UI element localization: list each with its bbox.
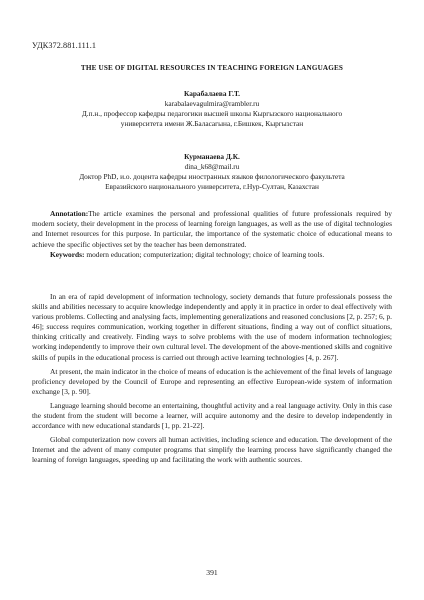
udc-code: УДК372.881.111.1 (32, 41, 97, 50)
article-title: THE USE OF DIGITAL RESOURCES IN TEACHING FOREIGN LANGUAGES (80, 64, 344, 72)
author-affiliation: Д.п.н., профессор кафедры педагогики высшей школы Кыргызского национального (81, 109, 343, 118)
keywords-text: modern education; computerization; digital technology; choice of learning tools. (86, 249, 325, 259)
author-affiliation: Доктор PhD, и.о. доцента кафедры иностранных языков филологического факультета (79, 172, 345, 181)
author-name: Курманаева Д.К. (184, 152, 240, 161)
annotation-paragraph (32, 209, 392, 250)
annotation-label: Annotation: (50, 209, 89, 218)
author-email: karabalaevagulmira@rambler.ru (164, 99, 260, 108)
body-paragraph: In an era of rapid development of information technology, society demands that future professionals possess the skills and abilities necessary to acquire knowledge independently and apply it in practice in order to deal effectively with various problems. Collecting and analysing facts, implementing generalizations and reasoned conclusions [2, p. 257; 6, p. 46]; success requires communication, working together in different situations, finding a way out of conflict situations, thinking critically and creatively. Finding ways to solve problems with the use of modern information technologies; working independently to improve their own cultural level. The development of the above-mentioned skills and cognitive skills of pupils in the educational process is carried out through active learning technologies [4, p. 267]. (32, 292, 392, 362)
author-block-2 (32, 152, 392, 192)
author-affiliation: университета имени Ж.Баласагына, г.Бишкек, Кыргызстан (120, 119, 304, 128)
keywords-paragraph (32, 250, 392, 260)
annotation-text: The article examines the personal and professional qualities of future professionals required by modern society, their development in the process of learning foreign languages, as well as the use of digital technologies and Internet resources for this purpose. In particular, the importance of the systematic choice of educational means to achieve the specific objectives set by the teacher has been demonstrated. (32, 209, 392, 249)
author-email: dina_k68@mail.ru (184, 162, 240, 171)
keywords-label: Keywords: (50, 249, 85, 259)
author-affiliation: Евразийского национального университета, г.Нур-Султан, Казахстан (105, 182, 319, 191)
author-name: Карабалаева Г.Т. (184, 89, 240, 98)
article-body (32, 292, 392, 470)
body-paragraph: Language learning should become an entertaining, thoughtful activity and a real language activity. Only in this case the student from the student will become a learner, will acquire autonomy and the desire to develop independently in accordance with new educational standards [1, pp. 21-22]. (32, 400, 392, 431)
abstract (32, 209, 392, 260)
author-block-1 (32, 89, 392, 129)
body-paragraph: Global computerization now covers all human activities, including science and education. The development of the Internet and the advent of many computer programs that simplify the learning process have significantly changed the learning of foreign languages, speeding up and facilitating the work with authentic sources. (32, 435, 392, 465)
body-paragraph: At present, the main indicator in the choice of means of education is the achievement of the final levels of language proficiency developed by the Council of Europe and representing an effective European-wide system of information exchange [3, p. 90]. (32, 366, 392, 396)
page-number: 391 (206, 568, 218, 577)
